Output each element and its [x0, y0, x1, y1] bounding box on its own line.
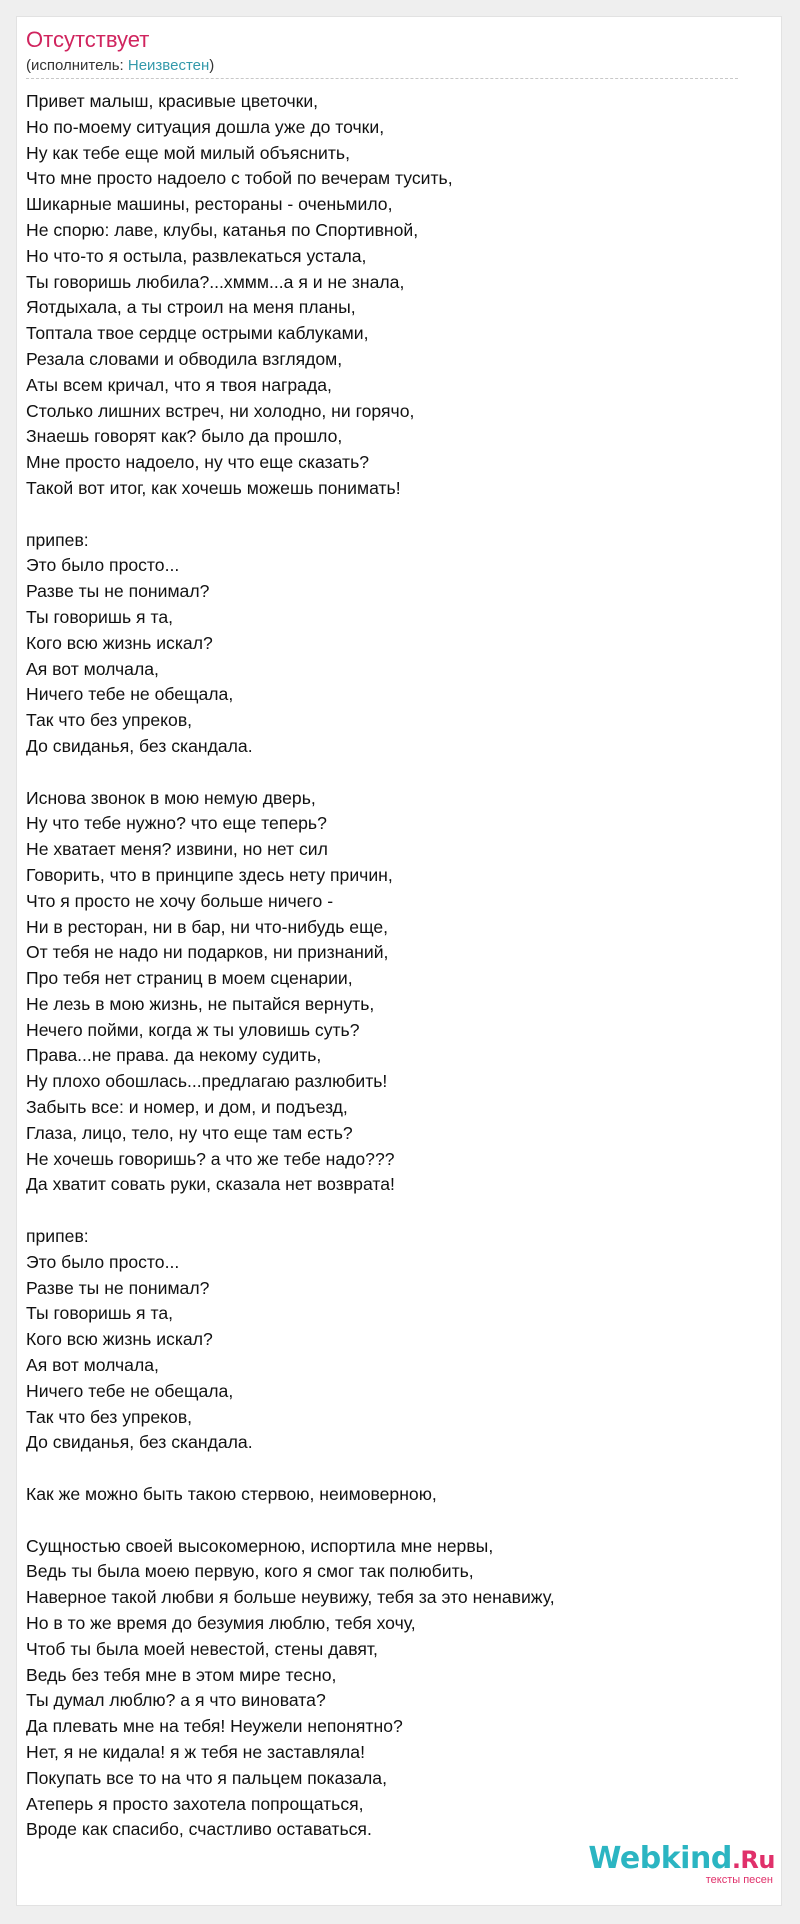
lyric-line: Права...не права. да некому судить,: [26, 1045, 322, 1066]
lyric-line: До свиданья, без скандала.: [26, 1432, 253, 1453]
lyric-line: Сущностью своей высокомерною, испортила мне нервы,: [26, 1535, 494, 1556]
lyric-line: Ая вот молчала,: [26, 658, 159, 679]
lyric-line: Про тебя нет страниц в моем сценарии,: [26, 968, 353, 989]
lyric-line: Нет, я не кидала! я ж тебя не заставляла!: [26, 1742, 365, 1762]
lyric-line: Такой вот итог, как хочешь можешь понимать!: [26, 477, 401, 498]
lyric-line: Разве ты не понимал?: [26, 581, 210, 602]
lyric-line: Атеперь я просто захотела попрощаться,: [26, 1793, 364, 1814]
logo-wordmark: [588, 1843, 775, 1876]
lyric-line: Яотдыхала, а ты строил на меня планы,: [26, 297, 356, 318]
lyric-line: Ты думал люблю? а я что виновата?: [26, 1690, 326, 1711]
lyric-line: Так что без упреков,: [26, 710, 193, 731]
lyric-line: Забыть все: и номер, и дом, и подъезд,: [26, 1097, 348, 1118]
lyric-line: Знаешь говорят как? было да прошло,: [26, 426, 343, 447]
lyric-line: [26, 1508, 756, 1534]
lyric-line: Но по-моему ситуация дошла уже до точки,: [26, 116, 385, 137]
lyric-line: Ты говоришь я та,: [26, 1303, 173, 1324]
title-divider: [26, 78, 738, 79]
lyric-line: Аты всем кричал, что я твоя награда,: [26, 374, 332, 395]
lyric-line: Ну что тебе нужно? что еще теперь?: [26, 813, 327, 834]
lyric-line: Да плевать мне на тебя! Неужели непонятно?: [26, 1716, 403, 1737]
lyric-line: припев:: [26, 529, 89, 550]
lyric-line: От тебя не надо ни подарков, ни признаний,: [26, 942, 389, 963]
lyric-line: Вроде как спасибо, счастливо оставаться.: [26, 1819, 372, 1840]
lyric-line: Но в то же время до безумия люблю, тебя хочу,: [26, 1613, 416, 1634]
lyric-line: Не лезь в мою жизнь, не пытайся вернуть,: [26, 993, 375, 1014]
performer-close: ): [209, 57, 215, 74]
performer-label: (исполнитель:: [26, 57, 128, 74]
site-logo[interactable]: [588, 1843, 775, 1886]
lyric-line: Говорить, что в принципе здесь нету причин,: [26, 864, 393, 885]
lyric-line: Но что-то я остыла, развлекаться устала,: [26, 245, 367, 266]
lyric-line: Чтоб ты была моей невестой, стены давят,: [26, 1638, 378, 1659]
lyric-line: Ведь ты была моею первую, кого я смог так полюбить,: [26, 1561, 474, 1582]
lyric-line: Шикарные машины, рестораны - оченьмило,: [26, 194, 393, 215]
lyric-line: Топтала твое сердце острыми каблуками,: [26, 323, 369, 344]
lyric-line: До свиданья, без скандала.: [26, 735, 253, 756]
performer-line: [26, 56, 214, 76]
lyric-line: Нечего пойми, когда ж ты уловишь суть?: [26, 1019, 360, 1040]
lyric-line: Привет малыш, красивые цветочки,: [26, 91, 319, 111]
lyric-line: припев:: [26, 1226, 89, 1247]
logo-tagline: тексты песен: [705, 1874, 773, 1886]
lyric-line: Ая вот молчала,: [26, 1355, 159, 1376]
lyric-line: Кого всю жизнь искал?: [26, 632, 213, 653]
lyric-line: Ничего тебе не обещала,: [26, 684, 234, 705]
lyric-line: Иснова звонок в мою немую дверь,: [26, 787, 316, 808]
lyric-line: Глаза, лицо, тело, ну что еще там есть?: [26, 1122, 353, 1143]
lyric-line: Резала словами и обводила взглядом,: [26, 348, 343, 369]
lyric-line: Мне просто надоело, ну что еще сказать?: [26, 452, 370, 473]
lyrics-text: [26, 89, 756, 1843]
lyric-line: Не хватает меня? извини, но нет сил: [26, 839, 328, 860]
lyric-line: Что я просто не хочу больше ничего -: [26, 890, 334, 911]
lyric-line: Так что без упреков,: [26, 1406, 193, 1427]
lyric-line: Ты говоришь любила?...хммм...а я и не знала,: [26, 271, 405, 292]
lyric-line: Да хватит совать руки, сказала нет возврата!: [26, 1174, 395, 1195]
lyric-line: Разве ты не понимал?: [26, 1277, 210, 1298]
lyric-line: Что мне просто надоело с тобой по вечерам тусить,: [26, 168, 453, 189]
lyric-line: Кого всю жизнь искал?: [26, 1329, 213, 1350]
lyric-line: Покупать все то на что я пальцем показала,: [26, 1767, 387, 1788]
lyric-line: Ты говоришь я та,: [26, 606, 173, 627]
lyric-line: [26, 760, 756, 786]
lyric-line: Ни в ресторан, ни в бар, ни что-нибудь еще,: [26, 916, 389, 937]
logo-name: Webkind: [588, 1841, 732, 1876]
lyric-line: Как же можно быть такою стервою, неимоверною,: [26, 1484, 437, 1505]
lyric-line: Ведь без тебя мне в этом мире тесно,: [26, 1664, 337, 1685]
song-title: Отсутствует: [26, 27, 150, 52]
lyric-line: Ну плохо обошлась...предлагаю разлюбить!: [26, 1071, 388, 1092]
lyric-line: Это было просто...: [26, 555, 180, 576]
lyric-line: Не хочешь говоришь? а что же тебе надо???: [26, 1148, 395, 1169]
lyric-line: Столько лишних встреч, ни холодно, ни горячо,: [26, 400, 415, 421]
performer-link[interactable]: Неизвестен: [127, 57, 210, 74]
lyric-line: Ну как тебе еще мой милый объяснить,: [26, 142, 350, 163]
lyric-line: [26, 502, 756, 528]
lyric-line: Ничего тебе не обещала,: [26, 1380, 234, 1401]
lyric-line: Это было просто...: [26, 1251, 180, 1272]
logo-tld: .Ru: [731, 1846, 775, 1874]
lyric-line: [26, 1198, 756, 1224]
lyric-line: Наверное такой любви я больше неувижу, тебя за это ненавижу,: [26, 1587, 555, 1608]
lyric-line: [26, 1456, 756, 1482]
lyric-line: Не спорю: лаве, клубы, катанья по Спортивной,: [26, 219, 419, 240]
